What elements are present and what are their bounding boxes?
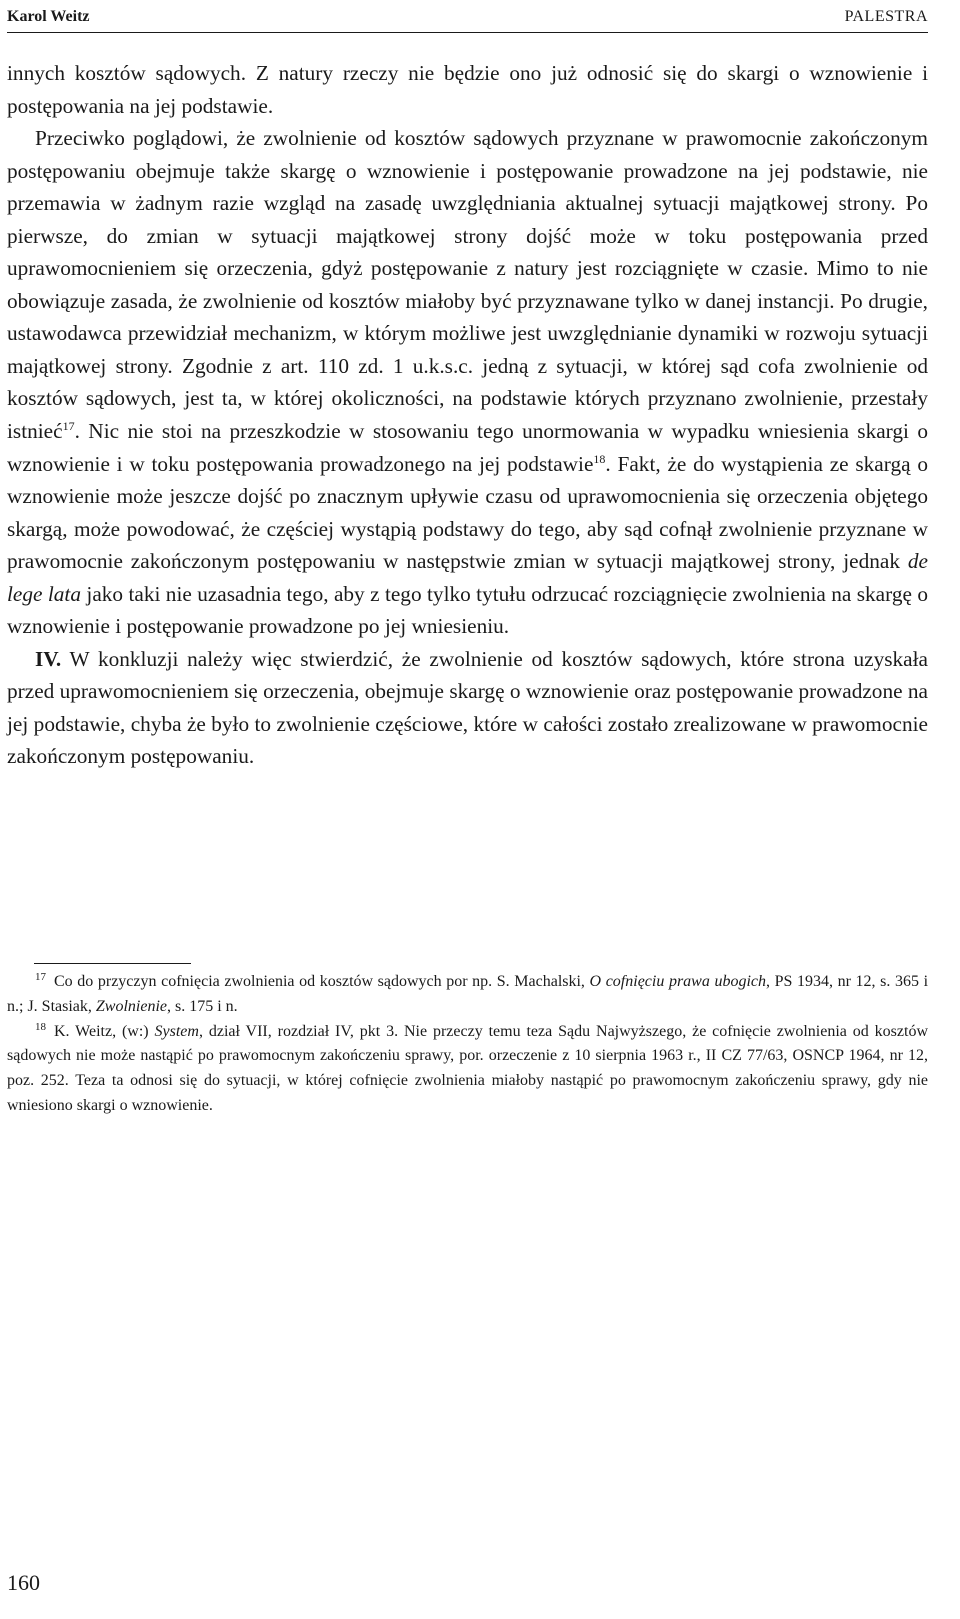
- header-author: Karol Weitz: [7, 8, 90, 25]
- paragraph-2-text-a: Przeciwko poglądowi, że zwolnienie od kosztów sądowych przyznane w prawomocnie zakończonym postępowaniu obejmuje także skargę o wznowienie i postępowanie prowadzone na jej podstawie, nie przemawia w żadnym razie wzgląd na zasadę uwzględniania aktualnej sytuacji majątkowej strony. Po pierwsze, do zmian w sytuacji majątkowej strony dojść może w toku postępowania przed uprawomocnieniem się orzeczenia, gdyż postępowanie z natury jest rozciągnięte w czasie. Mimo to nie obowiązuje zasada, że zwolnienie od kosztów miałoby być przyznawane tylko w danej instancji. Po drugie, ustawodawca przewidział mechanizm, w którym możliwe jest uwzględnianie dynamiki w rozwoju sytuacji majątkowej strony. Zgodnie z art. 110 zd. 1 u.k.s.c. jedną z sytuacji, w której sąd cofa zwolnienie od kosztów sądowych, jest ta, w której okoliczności, na podstawie których przyznano zwolnienie, przestały istnieć: [7, 126, 928, 444]
- footnote-17-title-2: Zwolnienie: [95, 997, 167, 1015]
- footnote-17-text-2: , PS 1934, nr 12, s. 365 i n.; J. Stasiak,: [7, 973, 929, 1015]
- paragraph-1: innych kosztów sądowych. Z natury rzeczy nie będzie ono już odnosić się do skargi o wznowienie i postępowania na jej podstawie.: [7, 61, 928, 118]
- footnotes: [7, 970, 928, 1119]
- footnote-17-number: 17: [35, 971, 46, 983]
- paragraph-2-text-d: jako taki nie uzasadnia tego, aby z tego tylko tytułu odrzucać rozciągnięcie zwolnienia na skargę o wznowienie i postępowanie prowadzone po jej wniesieniu.: [7, 581, 928, 639]
- footnote-17: [7, 970, 928, 1020]
- footnote-18-title: System: [154, 1022, 199, 1040]
- latin-phrase: de lege lata: [7, 549, 928, 606]
- header-journal: PALESTRA: [844, 8, 928, 25]
- footnote-17-text-3: , s. 175 i n.: [167, 997, 238, 1015]
- footnote-18-text-1: K. Weitz, (w:): [54, 1022, 155, 1040]
- footnote-18-number: 18: [35, 1020, 46, 1033]
- footnote-ref-18[interactable]: 18: [593, 451, 606, 466]
- main-text: [7, 57, 928, 773]
- footnote-18: [7, 1020, 928, 1119]
- page-number: 160: [7, 1570, 40, 1595]
- running-header: [7, 2, 928, 33]
- footnote-17-text-1: Co do przyczyn cofnięcia zwolnienia od kosztów sądowych por np. S. Machalski,: [54, 973, 590, 990]
- paragraph-2: [7, 122, 928, 643]
- footnote-separator: [34, 963, 191, 964]
- footnote-ref-17[interactable]: 17: [62, 419, 75, 434]
- footnote-18-text-2: , dział VII, rozdział IV, pkt 3. Nie przeczy temu teza Sądu Najwyższego, że cofnięcie zwolnienia od kosztów sądowych nie może nastąpić po prawomocnym zakończeniu sprawy, por. orzeczenie z 10 sierpnia 1963 r., II CZ 77/63, OSNCP 1964, nr 12, poz. 252. Teza ta odnosi się do sytuacji, w której cofnięcie zwolnienia miałoby nastąpić po prawomocnym zakończeniu sprawy, gdy nie wniesiono skargi o wznowienie.: [7, 1022, 929, 1114]
- paragraph-2-text-c: . Fakt, że do wystąpienia ze skargą o wznowienie może jeszcze dojść po znacznym upływie czasu od uprawomocnienia się orzeczenia objętego skargą, może powodować, że częściej wystąpią podstawy do tego, aby sąd cofnął zwolnienie przyznane w prawomocnie zakończonym postępowaniu w następstwie zmian w sytuacji majątkowej strony, jednak: [7, 451, 928, 574]
- paragraph-3: [7, 643, 928, 773]
- paragraph-2-text-b: . Nic nie stoi na przeszkodzie w stosowaniu tego unormowania w wypadku wniesienia skargi o wznowienie i w toku postępowania prowadzonego na jej podstawie: [7, 419, 928, 476]
- footnote-17-title-1: O cofnięciu prawa ubogich: [589, 973, 766, 990]
- paragraph-3-text: W konkluzji należy więc stwierdzić, że zwolnienie od kosztów sądowych, które strona uzyskała przed uprawomocnieniem się orzeczenia, obejmuje skargę o wznowienie oraz postępowanie prowadzone na jej podstawie, chyba że było to zwolnienie częściowe, które w całości zostało zrealizowane w prawomocnie zakończonym postępowaniu.: [7, 646, 928, 769]
- section-numeral: IV.: [35, 646, 62, 671]
